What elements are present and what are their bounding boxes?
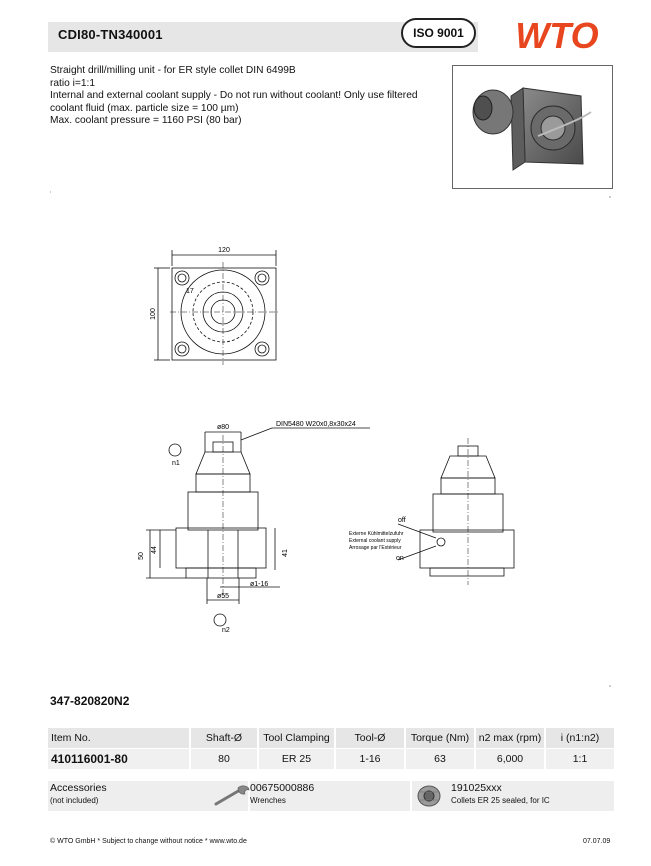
footer-copyright: © WTO GmbH * Subject to change without notice * www.wto.de — [50, 838, 247, 845]
table-header-tool-d: Tool-Ø — [336, 728, 404, 748]
accessory-code: 00675000886 — [250, 782, 315, 794]
logo-text: WTO — [515, 15, 599, 56]
description-line: coolant fluid (max. particle size = 100 µm) — [50, 102, 239, 114]
coolant-on: on — [396, 555, 404, 562]
dimension-120: 120 — [218, 247, 230, 254]
table-cell-tool-d: 1-16 — [336, 749, 404, 769]
footer-date: 07.07.09 — [583, 838, 611, 845]
dimension-d55: ø55 — [216, 593, 230, 600]
coolant-label-fr: Arrosage par l'Extérieur — [349, 545, 402, 551]
accessory-code: 191025xxx — [451, 782, 502, 794]
accessories-sublabel: (not included) — [50, 796, 99, 805]
table-cell-ratio: 1:1 — [546, 749, 614, 769]
coolant-off: off — [398, 517, 406, 524]
coolant-label-en: External coolant supply — [349, 538, 401, 544]
description-line: Internal and external coolant supply - Do not run without coolant! Only use filtered — [50, 90, 418, 101]
accessory-description: Collets ER 25 sealed, for IC — [451, 796, 550, 805]
table-header-tool-clamping: Tool Clamping — [259, 728, 334, 748]
table-header-shaft: Shaft-Ø — [191, 728, 257, 748]
description-line: Max. coolant pressure = 1160 PSI (80 bar) — [50, 115, 242, 126]
coolant-label-de: Externe Kühlmittelzufuhr — [349, 531, 404, 537]
bore-range: ø1-16 — [250, 581, 269, 588]
spline-spec: DIN5480 W20x0,8x30x24 — [276, 421, 356, 428]
dimension-44: 44 — [151, 546, 158, 554]
table-header-item-no: Item No. — [48, 728, 189, 748]
dimension-17: 17 — [186, 288, 194, 295]
dimension-50: 50 — [138, 552, 145, 560]
label-n2: n2 — [222, 627, 230, 634]
table-cell-item-no: 410116001-80 — [48, 749, 189, 769]
product-title: CDI80-TN340001 — [58, 27, 163, 42]
collet-icon — [414, 783, 444, 809]
iso-badge: ISO 9001 — [401, 18, 476, 48]
description-line: Straight drill/milling unit - for ER style collet DIN 6499B — [50, 65, 296, 76]
table-cell-torque: 63 — [406, 749, 474, 769]
accessories-label: Accessories — [50, 782, 107, 794]
dimension-d80: ø80 — [216, 424, 230, 431]
label-n1: n1 — [172, 460, 180, 467]
table-header-n2-max: n2 max (rpm) — [476, 728, 544, 748]
table-header-torque: Torque (Nm) — [406, 728, 474, 748]
dimension-41: 41 — [282, 549, 289, 557]
accessory-description: Wrenches — [250, 796, 286, 805]
table-cell-tool-clamping: ER 25 — [259, 749, 334, 769]
wrench-icon — [212, 784, 252, 808]
table-header-ratio: i (n1:n2) — [546, 728, 614, 748]
description-line: ratio i=1:1 — [50, 77, 96, 89]
article-number: 347-820820N2 — [50, 694, 130, 708]
table-cell-n2-max: 6,000 — [476, 749, 544, 769]
dimension-100: 100 — [150, 308, 157, 320]
table-cell-shaft: 80 — [191, 749, 257, 769]
